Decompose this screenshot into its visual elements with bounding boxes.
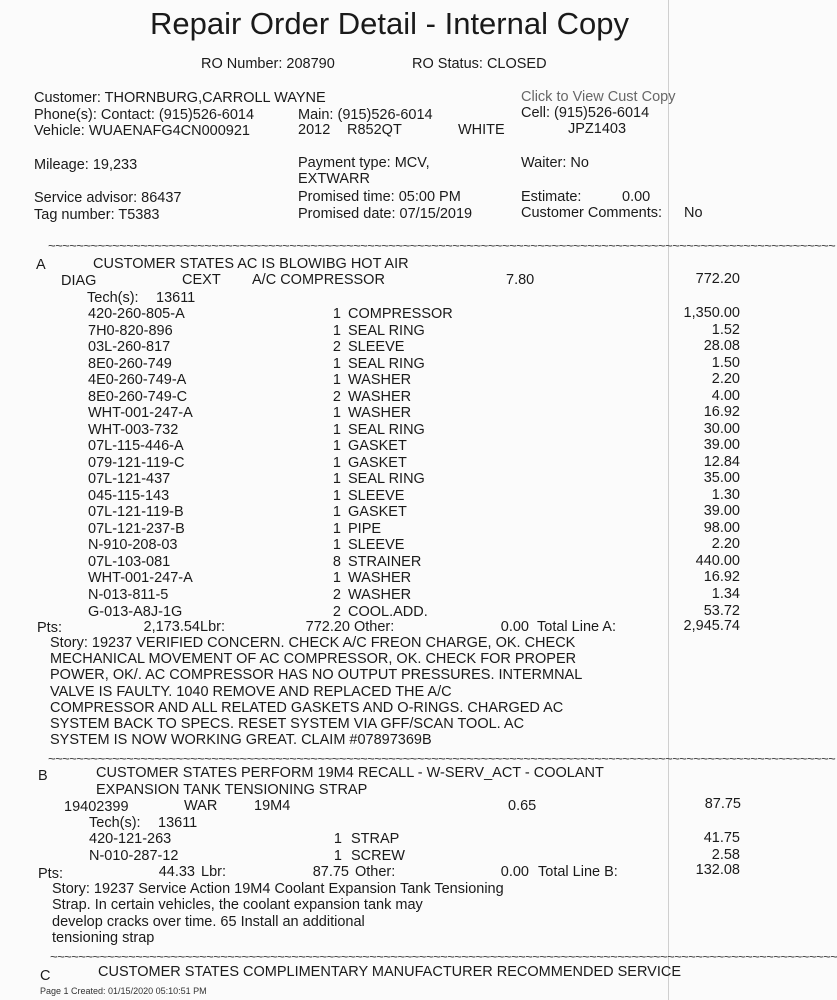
- part-amount: 1,350.00: [683, 305, 740, 321]
- line-a-other-label: Other:: [354, 619, 395, 635]
- part-amount: 98.00: [703, 520, 740, 536]
- part-amount: 30.00: [703, 421, 740, 437]
- part-qty: 1: [332, 405, 341, 421]
- mileage: Mileage: 19,233: [34, 157, 138, 173]
- line-b-lbr-label: Lbr:: [201, 864, 226, 880]
- part-number: 07L-121-437: [88, 471, 171, 487]
- vehicle-plate: JPZ1403: [568, 121, 627, 137]
- promised-time: Promised time: 05:00 PM: [298, 189, 461, 205]
- part-number: 07L-121-237-B: [88, 521, 185, 537]
- part-amount: 1.52: [711, 322, 740, 338]
- part-number: 4E0-260-749-A: [88, 372, 187, 388]
- part-qty: 1: [332, 438, 341, 454]
- part-amount: 28.08: [703, 338, 740, 354]
- story-line: SYSTEM BACK TO SPECS. RESET SYSTEM VIA GFF/SCAN TOOL. AC: [50, 716, 525, 732]
- part-qty: 1: [332, 422, 341, 438]
- line-b-other-value: 0.00: [500, 864, 529, 880]
- story-line: Story: 19237 Service Action 19M4 Coolant Expansion Tank Tensioning: [52, 881, 504, 897]
- part-qty: 1: [332, 521, 341, 537]
- part-qty: 1: [332, 537, 341, 553]
- part-number: 8E0-260-749: [88, 356, 172, 372]
- part-amount: 16.92: [703, 404, 740, 420]
- part-qty: 2: [332, 587, 341, 603]
- part-number: 420-121-263: [89, 831, 172, 847]
- story-line: develop cracks over time. 65 Install an additional: [52, 914, 365, 930]
- part-description: SCREW: [351, 848, 405, 864]
- part-qty: 1: [332, 570, 341, 586]
- part-amount: 53.72: [703, 603, 740, 619]
- part-amount: 1.34: [711, 586, 740, 602]
- part-description: WASHER: [348, 405, 412, 421]
- part-number: 03L-260-817: [88, 339, 171, 355]
- line-a-op-code: DIAG: [61, 273, 97, 289]
- part-qty: 1: [332, 504, 341, 520]
- line-a-pts-value: 2,173.54: [143, 619, 200, 635]
- part-amount: 2.20: [711, 371, 740, 387]
- part-number: 079-121-119-C: [88, 455, 185, 471]
- part-qty: 2: [332, 604, 341, 620]
- story-line: POWER, OK/. AC COMPRESSOR HAS NO OUTPUT PRESSURES. INTERMNAL: [50, 667, 583, 683]
- part-qty: 1: [332, 488, 341, 504]
- part-number: 8E0-260-749-C: [88, 389, 188, 405]
- story-line: COMPRESSOR AND ALL RELATED GASKETS AND O-RINGS. CHARGED AC: [50, 700, 564, 716]
- line-b-op-code: 19402399: [64, 799, 129, 815]
- promised-date: Promised date: 07/15/2019: [298, 206, 473, 222]
- story-line: Story: 19237 VERIFIED CONCERN. CHECK A/C FREON CHARGE, OK. CHECK: [50, 635, 576, 651]
- line-c-concern: CUSTOMER STATES COMPLIMENTARY MANUFACTURER RECOMMENDED SERVICE: [98, 964, 682, 980]
- part-qty: 1: [333, 831, 342, 847]
- line-a-lbr-value: 772.20: [305, 619, 350, 635]
- part-qty: 8: [332, 554, 341, 570]
- line-b-hours: 0.65: [508, 798, 537, 814]
- part-description: WASHER: [348, 570, 412, 586]
- page-footer: Page 1 Created: 01/15/2020 05:10:51 PM: [40, 986, 207, 996]
- part-description: STRAP: [351, 831, 400, 847]
- tag-number: Tag number: T5383: [34, 207, 160, 223]
- ro-number: RO Number: 208790: [201, 56, 335, 72]
- story-line: VALVE IS FAULTY. 1040 REMOVE AND REPLACED THE A/C: [50, 684, 452, 700]
- part-description: SEAL RING: [348, 356, 425, 372]
- story-line: SYSTEM IS NOW WORKING GREAT. CLAIM #07897369B: [50, 732, 432, 748]
- part-number: 07L-115-446-A: [88, 438, 184, 454]
- customer-comments-label: Customer Comments:: [521, 205, 663, 221]
- line-b-op-desc: 19M4: [254, 798, 291, 814]
- part-qty: 2: [332, 339, 341, 355]
- line-a-techs-label: Tech(s):: [87, 290, 139, 306]
- part-qty: 1: [332, 323, 341, 339]
- line-a-hours: 7.80: [506, 272, 535, 288]
- cell-phone: Cell: (915)526-6014: [521, 105, 650, 121]
- part-number: 7H0-820-896: [88, 323, 173, 339]
- part-amount: 12.84: [703, 454, 740, 470]
- line-a-other-value: 0.00: [500, 619, 529, 635]
- line-b-op-type: WAR: [184, 798, 218, 814]
- service-advisor: Service advisor: 86437: [34, 190, 182, 206]
- line-a-total-value: 2,945.74: [683, 618, 740, 634]
- line-b-pts-label: Pts:: [38, 866, 63, 882]
- part-description: PIPE: [348, 521, 382, 537]
- part-number: 07L-103-081: [88, 554, 171, 570]
- story-line: tensioning strap: [52, 930, 155, 946]
- line-a-concern: CUSTOMER STATES AC IS BLOWIBG HOT AIR: [93, 256, 409, 272]
- line-b-concern: CUSTOMER STATES PERFORM 19M4 RECALL - W-SERV_ACT - COOLANT: [96, 765, 604, 781]
- line-b-letter: B: [38, 768, 48, 784]
- line-b-techs-label: Tech(s):: [89, 815, 141, 831]
- part-number: WHT-001-247-A: [88, 405, 193, 421]
- line-a-op-desc: A/C COMPRESSOR: [252, 272, 385, 288]
- story-line: MECHANICAL MOVEMENT OF AC COMPRESSOR, OK. CHECK FOR PROPER: [50, 651, 577, 667]
- vehicle-model: R852QT: [347, 122, 402, 138]
- payment-type: Payment type: MCV,: [298, 155, 430, 171]
- customer-comments-value: No: [684, 205, 703, 221]
- line-a-op-type: CEXT: [182, 272, 221, 288]
- part-qty: 1: [332, 372, 341, 388]
- part-amount: 39.00: [703, 503, 740, 519]
- part-description: WASHER: [348, 587, 412, 603]
- estimate-value: 0.00: [622, 189, 651, 205]
- part-qty: 2: [332, 389, 341, 405]
- part-description: COMPRESSOR: [348, 306, 453, 322]
- part-number: N-013-811-5: [88, 587, 169, 603]
- vehicle-color: WHITE: [458, 122, 505, 138]
- part-qty: 1: [332, 356, 341, 372]
- part-qty: 1: [332, 471, 341, 487]
- customer-name: Customer: THORNBURG,CARROLL WAYNE: [34, 90, 326, 106]
- line-a-total-label: Total Line A:: [537, 619, 616, 635]
- part-qty: 1: [332, 306, 341, 322]
- contact-phone: Phone(s): Contact: (915)526-6014: [34, 107, 255, 123]
- ro-status: RO Status: CLOSED: [412, 56, 547, 72]
- line-b-concern-cont: EXPANSION TANK TENSIONING STRAP: [96, 782, 368, 798]
- part-amount: 2.20: [711, 536, 740, 552]
- part-description: GASKET: [348, 504, 407, 520]
- part-description: SEAL RING: [348, 471, 425, 487]
- part-number: 420-260-805-A: [88, 306, 185, 322]
- part-number: G-013-A8J-1G: [88, 604, 183, 620]
- page-title: Repair Order Detail - Internal Copy: [150, 6, 629, 41]
- part-description: SEAL RING: [348, 422, 425, 438]
- part-description: SLEEVE: [348, 488, 405, 504]
- part-amount: 1.30: [711, 487, 740, 503]
- part-description: SLEEVE: [348, 339, 405, 355]
- part-description: GASKET: [348, 438, 407, 454]
- part-number: N-010-287-12: [89, 848, 179, 864]
- part-amount: 440.00: [695, 553, 740, 569]
- part-description: WASHER: [348, 389, 412, 405]
- line-b-total-value: 132.08: [695, 862, 740, 878]
- part-amount: 39.00: [703, 437, 740, 453]
- line-b-lbr-value: 87.75: [312, 864, 349, 880]
- line-a-pts-label: Pts:: [37, 620, 62, 636]
- line-b-labor-amount: 87.75: [704, 796, 741, 812]
- payment-type-cont: EXTWARR: [298, 171, 370, 187]
- part-description: COOL.ADD.: [348, 604, 428, 620]
- part-amount: 4.00: [711, 388, 740, 404]
- line-a-lbr-label: Lbr:: [200, 619, 225, 635]
- part-amount: 35.00: [703, 470, 740, 486]
- part-description: STRAINER: [348, 554, 422, 570]
- vehicle-vin: Vehicle: WUAENAFG4CN000921: [34, 123, 250, 139]
- part-amount: 16.92: [703, 569, 740, 585]
- line-b-other-label: Other:: [355, 864, 396, 880]
- part-description: GASKET: [348, 455, 407, 471]
- part-description: WASHER: [348, 372, 412, 388]
- part-description: SLEEVE: [348, 537, 405, 553]
- main-phone: Main: (915)526-6014: [298, 107, 433, 123]
- vehicle-year: 2012: [298, 122, 331, 138]
- divider-tilde: ~~~~~~~~~~~~~~~~~~~~~~~~~~~~~~~~~~~~~~~~~~~~~~~~~~~~~~~~~~~~~~~~~~~~~~~~~~~~~~~~~~~~~~~~~~~~~~~~~~~~~~~~~~~~~~~: [50, 949, 837, 964]
- estimate-label: Estimate:: [521, 189, 582, 205]
- part-amount: 2.58: [711, 847, 740, 863]
- part-amount: 1.50: [711, 355, 740, 371]
- part-qty: 1: [333, 848, 342, 864]
- line-a-letter: A: [36, 257, 46, 273]
- waiter: Waiter: No: [521, 155, 589, 171]
- view-cust-copy-link[interactable]: Click to View Cust Copy: [521, 89, 676, 105]
- line-b-pts-value: 44.33: [158, 864, 195, 880]
- line-b-techs: 13611: [158, 815, 198, 831]
- part-qty: 1: [332, 455, 341, 471]
- part-description: SEAL RING: [348, 323, 425, 339]
- line-a-labor-amount: 772.20: [695, 271, 740, 287]
- divider-tilde: ~~~~~~~~~~~~~~~~~~~~~~~~~~~~~~~~~~~~~~~~~~~~~~~~~~~~~~~~~~~~~~~~~~~~~~~~~~~~~~~~~~~~~~~~~~~~~~~~~~~~~~~~~~~~~~~: [48, 751, 836, 766]
- part-number: 045-115-143: [88, 488, 170, 504]
- part-number: 07L-121-119-B: [88, 504, 184, 520]
- line-b-total-label: Total Line B:: [538, 864, 618, 880]
- line-c-letter: C: [40, 968, 51, 984]
- part-number: N-910-208-03: [88, 537, 178, 553]
- part-number: WHT-001-247-A: [88, 570, 193, 586]
- part-number: WHT-003-732: [88, 422, 179, 438]
- part-amount: 41.75: [703, 830, 740, 846]
- divider-tilde: ~~~~~~~~~~~~~~~~~~~~~~~~~~~~~~~~~~~~~~~~~~~~~~~~~~~~~~~~~~~~~~~~~~~~~~~~~~~~~~~~~~~~~~~~~~~~~~~~~~~~~~~~~~~~~~~: [48, 238, 836, 253]
- story-line: Strap. In certain vehicles, the coolant expansion tank may: [52, 897, 423, 913]
- line-a-techs: 13611: [156, 290, 196, 306]
